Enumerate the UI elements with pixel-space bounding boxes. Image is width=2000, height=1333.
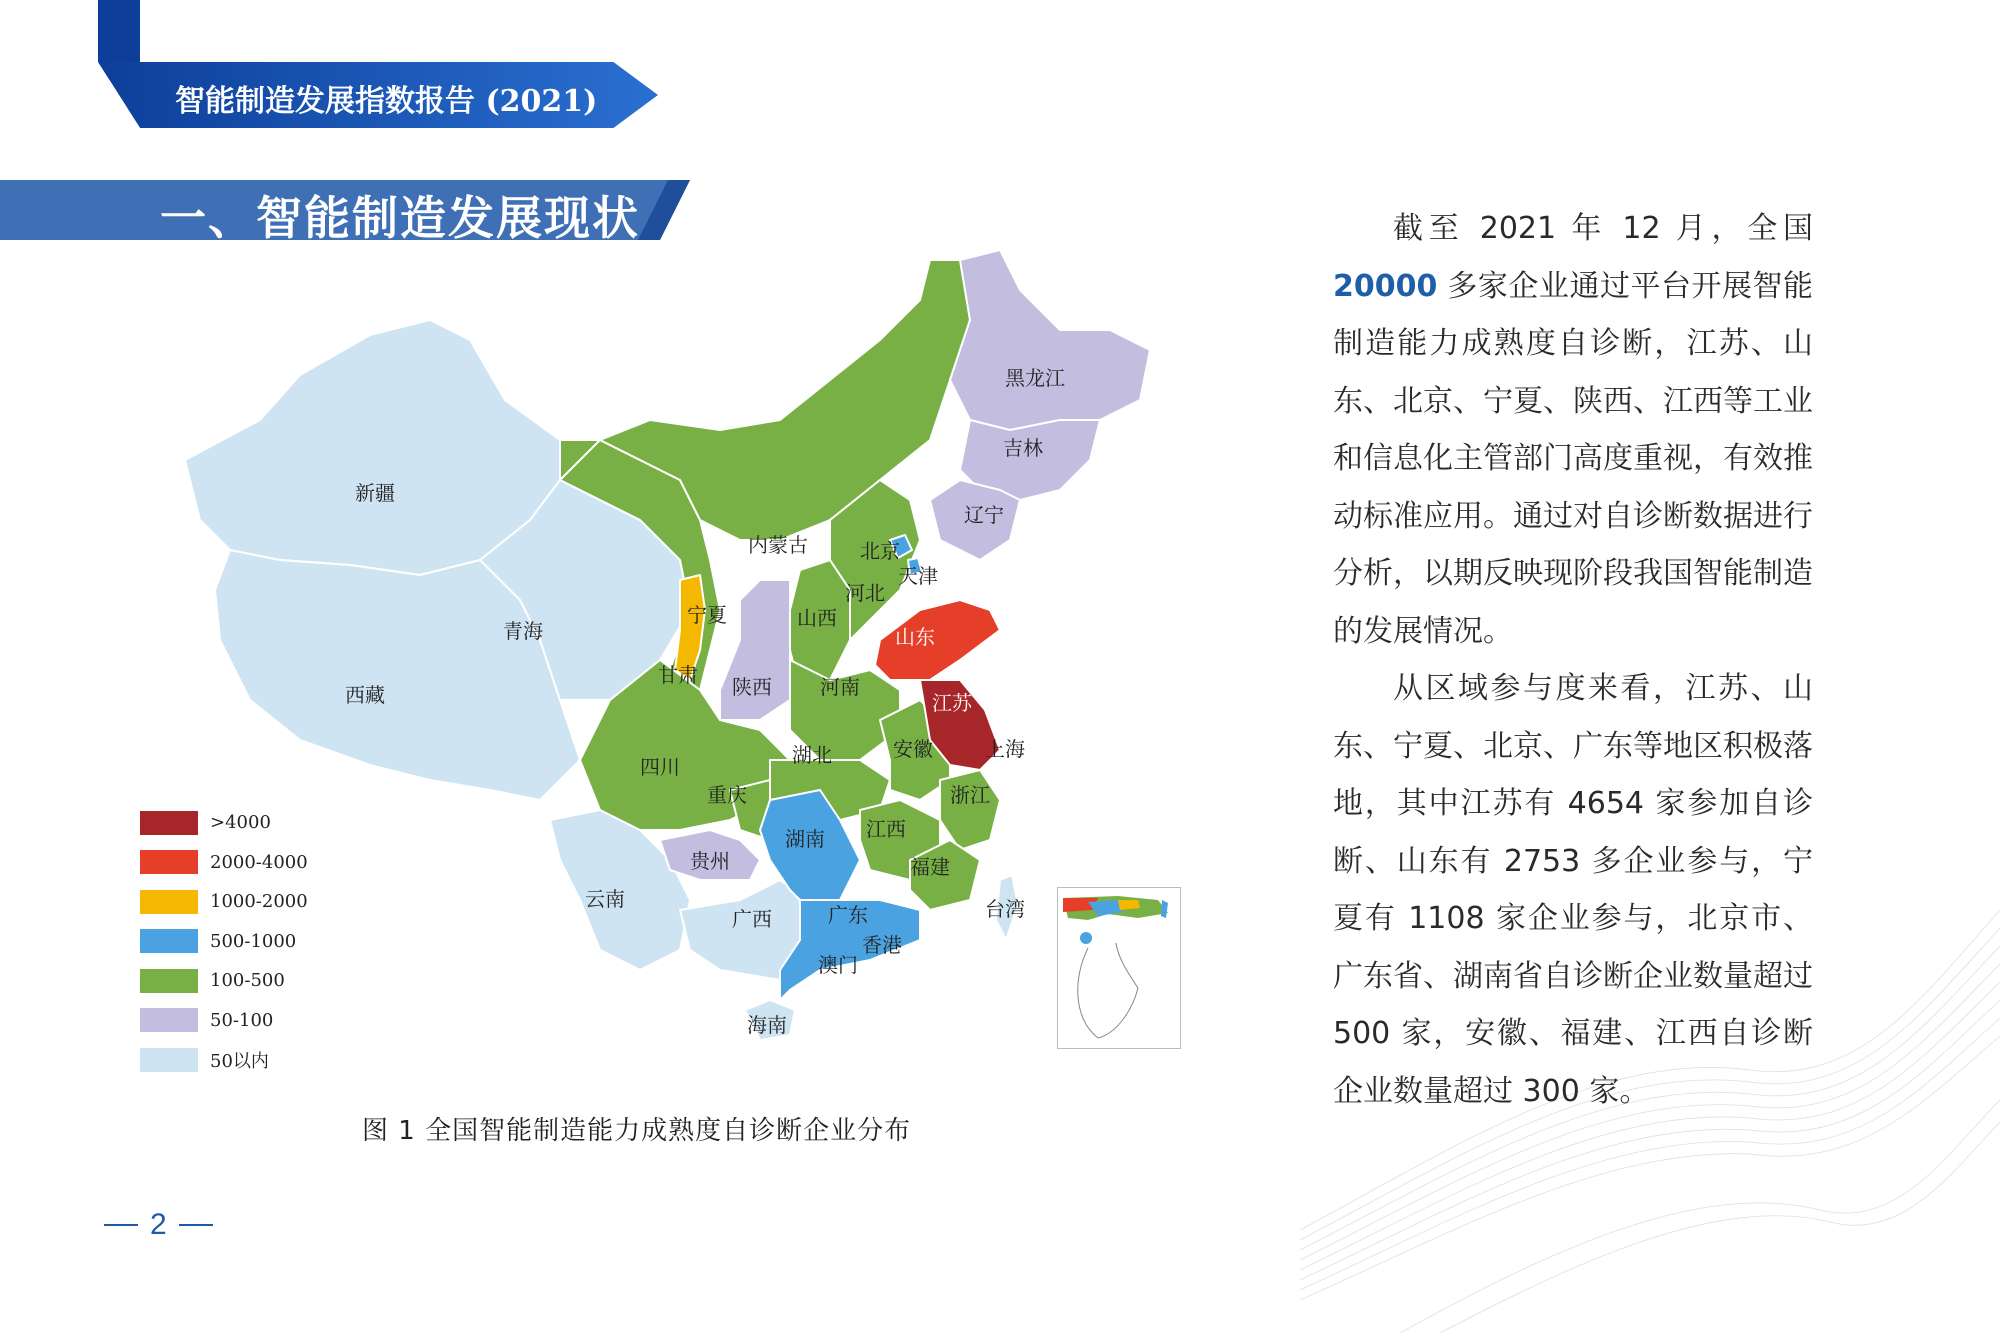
region-zhejiang — [940, 770, 1000, 850]
legend-swatch — [140, 929, 198, 953]
label-hunan: 湖南 — [785, 827, 825, 851]
legend-item — [140, 961, 308, 1001]
legend-swatch — [140, 890, 198, 914]
label-ningxia: 宁夏 — [687, 603, 727, 627]
label-guangxi: 广西 — [732, 907, 772, 931]
paragraph-2: 从区域参与度来看，江苏、山东、宁夏、北京、广东等地区积极落地，其中江苏有 4654 家参加自诊断、山东有 2753 多企业参与，宁夏有 1108 家企业参与，北京市、广东省、湖南省自诊断企业数量超过 500 家，安徽、福建、江西自诊断企业数量超过 300 家。 — [1333, 671, 1813, 1109]
page-number — [92, 1208, 225, 1242]
label-anhui: 安徽 — [893, 737, 933, 761]
p1-prefix: 截至 2021 年 12 月，全国 — [1393, 211, 1813, 246]
region-heilongjiang — [950, 250, 1150, 430]
label-guangdong: 广东 — [828, 903, 868, 927]
label-neimenggu: 内蒙古 — [748, 533, 808, 557]
label-hubei: 湖北 — [792, 743, 832, 767]
page-number-value: 2 — [150, 1208, 167, 1241]
label-chongqing: 重庆 — [707, 783, 747, 807]
legend-item — [140, 843, 308, 883]
legend-label: 1000-2000 — [210, 891, 308, 913]
label-fujian: 福建 — [910, 855, 950, 879]
legend-label: 50-100 — [210, 1009, 274, 1031]
map-legend — [140, 803, 308, 1080]
label-xinjiang: 新疆 — [355, 481, 395, 505]
label-liaoning: 辽宁 — [964, 503, 1004, 527]
label-tianjin: 天津 — [898, 564, 938, 588]
highlight-number: 20000 — [1333, 268, 1438, 304]
label-zhejiang: 浙江 — [950, 783, 990, 807]
label-macau: 澳门 — [818, 953, 858, 977]
region-xinjiang — [185, 320, 560, 575]
legend-label: 100-500 — [210, 970, 285, 992]
label-taiwan: 台湾 — [985, 897, 1025, 921]
legend-item — [140, 1040, 308, 1080]
legend-item — [140, 803, 308, 843]
legend-item — [140, 922, 308, 962]
legend-swatch — [140, 811, 198, 835]
label-heilongjiang: 黑龙江 — [1005, 366, 1065, 390]
label-hainan: 海南 — [747, 1013, 787, 1037]
south-china-sea-inset — [1057, 887, 1181, 1049]
label-beijing: 北京 — [860, 539, 900, 563]
label-shaanxi: 陕西 — [732, 675, 772, 699]
page-dash-right — [179, 1224, 213, 1226]
label-hongkong: 香港 — [862, 933, 902, 957]
label-jiangxi: 江西 — [866, 817, 906, 841]
legend-swatch — [140, 969, 198, 993]
label-shanxi: 山西 — [797, 606, 837, 630]
label-hebei: 河北 — [845, 581, 885, 605]
label-shandong: 山东 — [895, 625, 935, 649]
label-shanghai: 上海 — [985, 737, 1025, 761]
label-qinghai: 青海 — [503, 619, 543, 643]
label-xizang: 西藏 — [345, 683, 385, 707]
legend-label: >4000 — [210, 812, 271, 834]
legend-label: 50以内 — [210, 1050, 269, 1072]
legend-swatch — [140, 850, 198, 874]
label-sichuan: 四川 — [640, 755, 680, 779]
label-yunnan: 云南 — [585, 887, 625, 911]
section-title: 一、智能制造发展现状 — [160, 191, 640, 245]
label-henan: 河南 — [820, 675, 860, 699]
legend-item — [140, 882, 308, 922]
legend-label: 500-1000 — [210, 930, 297, 952]
paragraph-1 — [1333, 200, 1813, 660]
china-map — [170, 240, 1190, 1060]
report-title: 智能制造发展指数报告 (2021) — [175, 84, 598, 119]
label-jilin: 吉林 — [1003, 436, 1043, 460]
label-jiangsu: 江苏 — [932, 691, 972, 715]
p1-suffix: 多家企业通过平台开展智能制造能力成熟度自诊断，江苏、山东、北京、宁夏、陕西、江西等工业和信息化主管部门高度重视，有效推动标准应用。通过对自诊断数据进行分析，以期反映现阶段我国智能制造的发展情况。 — [1333, 268, 1813, 649]
region-shandong — [875, 600, 1000, 680]
legend-label: 2000-4000 — [210, 851, 308, 873]
label-gansu: 甘肃 — [658, 663, 698, 687]
legend-item — [140, 1001, 308, 1041]
body-text — [1333, 200, 1813, 1120]
figure-caption: 图 1 全国智能制造能力成熟度自诊断企业分布 — [362, 1116, 912, 1146]
region-shaanxi — [720, 580, 790, 720]
legend-swatch — [140, 1008, 198, 1032]
label-guizhou: 贵州 — [690, 849, 730, 873]
page-dash-left — [104, 1224, 138, 1226]
legend-swatch — [140, 1048, 198, 1072]
